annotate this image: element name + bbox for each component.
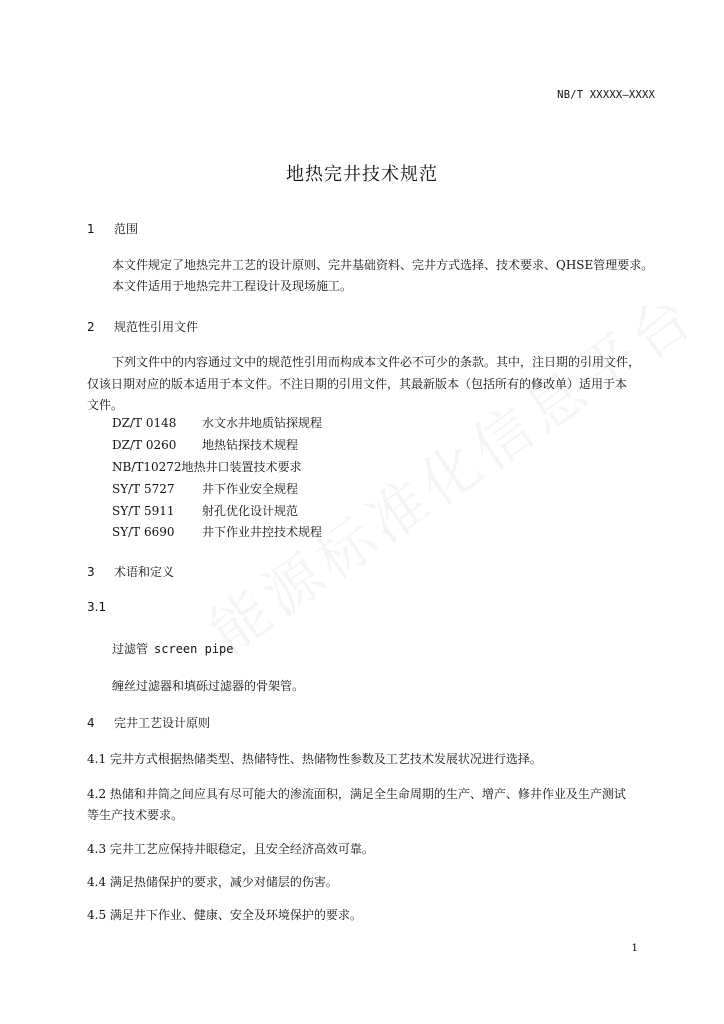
scope-paragraph-1: 本文件规定了地热完井工艺的设计原则、完井基础资料、完井方式选择、技术要求、QHSE管理要求。 — [112, 258, 654, 272]
section-number: 4 — [87, 716, 95, 730]
term-definition: 缠丝过滤器和填砾过滤器的骨架管。 — [112, 679, 305, 693]
clause-4-5: 4.5 满足井下作业、健康、安全及环境保护的要求。 — [87, 908, 362, 922]
reference-title: 水文水井地质钻探规程 — [202, 416, 323, 430]
clause-4-2-line-2: 等生产技术要求。 — [87, 808, 184, 822]
section-title: 规范性引用文件 — [114, 320, 199, 334]
section-4-heading — [87, 714, 210, 731]
reference-code: SY/T 6690 — [112, 525, 175, 539]
reference-title: 地热钻探技术规程 — [202, 438, 299, 452]
clause-4-3: 4.3 完井工艺应保持井眼稳定，且安全经济高效可靠。 — [87, 842, 374, 856]
reference-item — [112, 523, 322, 540]
section-title: 范围 — [114, 222, 139, 236]
reference-code: DZ/T 0260 — [112, 438, 177, 452]
reference-item — [112, 458, 302, 475]
document-title: 地热完井技术规范 — [286, 164, 438, 185]
clause-4-2-line-1: 4.2 热储和井筒之间应具有尽可能大的渗流面积，满足全生命周期的生产、增产、修井作业及生产测试 — [87, 787, 626, 801]
reference-title: 射孔优化设计规范 — [202, 504, 299, 518]
section-number: 2 — [87, 320, 95, 334]
page-number: 1 — [631, 942, 638, 954]
term-entry — [112, 640, 234, 657]
clause-4-1: 4.1 完井方式根据热储类型、热储特性、热储物性参数及工艺技术发展状况进行选择。 — [87, 752, 542, 766]
reference-item — [112, 480, 298, 497]
references-intro-line-2: 仅该日期对应的版本适用于本文件。不注日期的引用文件，其最新版本（包括所有的修改单）适用于本 — [87, 377, 628, 391]
section-title: 完井工艺设计原则 — [114, 716, 211, 730]
reference-item — [112, 414, 322, 431]
reference-title: 井下作业井控技术规程 — [202, 525, 323, 539]
references-intro-line-3: 文件。 — [87, 398, 124, 412]
reference-item — [112, 436, 298, 453]
section-title: 术语和定义 — [114, 565, 175, 579]
term-english: screen pipe — [154, 642, 234, 656]
clause-4-4: 4.4 满足热储保护的要求，减少对储层的伤害。 — [87, 875, 338, 889]
reference-code: SY/T 5911 — [112, 504, 175, 518]
scope-paragraph-2: 本文件适用于地热完井工程设计及现场施工。 — [112, 279, 353, 293]
reference-title: 井下作业安全规程 — [202, 482, 299, 496]
section-3-heading — [87, 563, 174, 580]
term-chinese: 过滤管 — [112, 642, 149, 656]
reference-code: SY/T 5727 — [112, 482, 175, 496]
standard-number: NB/T XXXXX—XXXX — [557, 89, 655, 101]
subsection-number: 3.1 — [87, 600, 107, 614]
section-number: 3 — [87, 565, 95, 579]
section-1-heading — [87, 220, 138, 237]
reference-item — [112, 502, 298, 519]
reference-code: DZ/T 0148 — [112, 416, 177, 430]
references-intro-line-1: 下列文件中的内容通过文中的规范性引用而构成本文件必不可少的条款。其中，注日期的引用文件， — [112, 355, 641, 369]
reference-code: NB/T10272地热井口装置技术要求 — [112, 460, 302, 474]
section-number: 1 — [87, 222, 95, 236]
section-2-heading — [87, 318, 198, 335]
